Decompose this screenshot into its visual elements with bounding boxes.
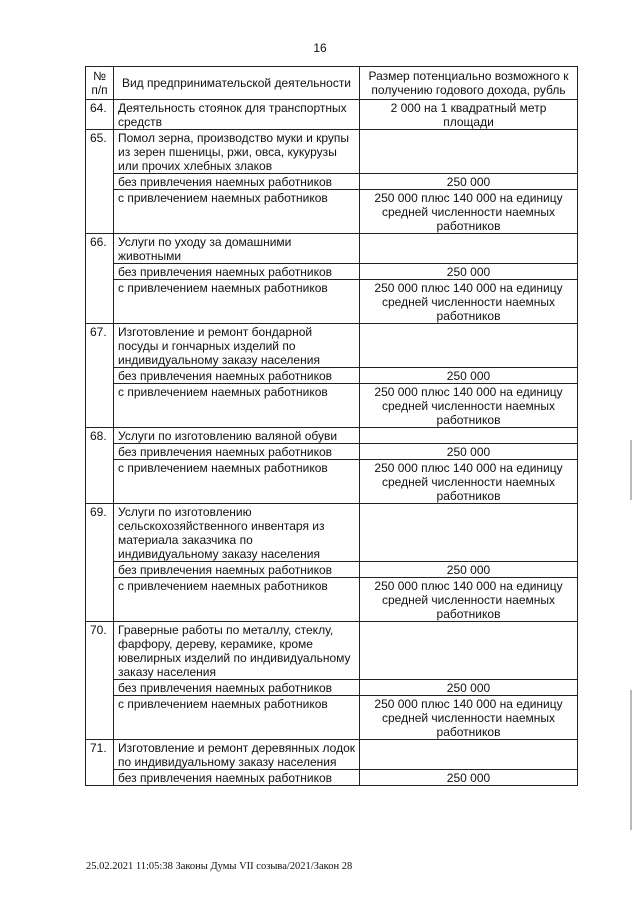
page-number: 16 — [313, 41, 327, 55]
activity-cell: Изготовление и ремонт деревянных лодок по индивидуальному заказу населения — [114, 740, 360, 770]
table-row — [86, 324, 578, 368]
employment-condition-cell: без привлечения наемных работников — [114, 368, 360, 384]
income-value-cell: 2 000 на 1 квадратный метр площади — [360, 100, 578, 130]
table-row — [86, 428, 578, 444]
table-subrow — [86, 680, 578, 696]
row-number: 69. — [86, 504, 114, 622]
header-num: № п/п — [86, 67, 114, 100]
income-value-cell: 250 000 — [360, 680, 578, 696]
income-value-cell: 250 000 плюс 140 000 на единицу средней численности наемных работников — [360, 578, 578, 622]
income-value-cell: 250 000 плюс 140 000 на единицу средней численности наемных работников — [360, 384, 578, 428]
table-subrow — [86, 770, 578, 786]
activity-cell: Граверные работы по металлу, стеклу, фарфору, дереву, керамике, кроме ювелирных изделий по индивидуальному заказу населения — [114, 622, 360, 680]
table-row — [86, 740, 578, 770]
income-value-cell: 250 000 — [360, 264, 578, 280]
activity-cell: Помол зерна, производство муки и крупы из зерен пшеницы, ржи, овса, кукурузы или прочих хлебных злаков — [114, 130, 360, 174]
employment-condition-cell: с привлечением наемных работников — [114, 460, 360, 504]
header-income: Размер потенциально возможного к получению годового дохода, рубль — [360, 67, 578, 100]
header-activity: Вид предпринимательской деятельности — [114, 67, 360, 100]
table-row — [86, 130, 578, 174]
income-value-cell — [360, 622, 578, 680]
table-subrow — [86, 562, 578, 578]
table-row — [86, 504, 578, 562]
income-value-cell: 250 000 — [360, 368, 578, 384]
activity-cell: Услуги по уходу за домашними животными — [114, 234, 360, 264]
table-subrow — [86, 384, 578, 428]
table-header-row — [86, 67, 578, 100]
income-table — [85, 66, 578, 786]
income-value-cell — [360, 428, 578, 444]
table-subrow — [86, 174, 578, 190]
table-row — [86, 100, 578, 130]
income-value-cell: 250 000 — [360, 770, 578, 786]
income-value-cell: 250 000 — [360, 562, 578, 578]
employment-condition-cell: с привлечением наемных работников — [114, 384, 360, 428]
row-number: 64. — [86, 100, 114, 130]
footer-stamp: 25.02.2021 11:05:38 Законы Думы VII созыва/2021/Закон 28 — [86, 861, 353, 872]
row-number: 66. — [86, 234, 114, 324]
income-value-cell — [360, 324, 578, 368]
table-row — [86, 234, 578, 264]
employment-condition-cell: без привлечения наемных работников — [114, 174, 360, 190]
employment-condition-cell: с привлечением наемных работников — [114, 578, 360, 622]
employment-condition-cell: без привлечения наемных работников — [114, 680, 360, 696]
employment-condition-cell: без привлечения наемных работников — [114, 264, 360, 280]
income-value-cell — [360, 234, 578, 264]
employment-condition-cell: с привлечением наемных работников — [114, 280, 360, 324]
activity-cell: Деятельность стоянок для транспортных средств — [114, 100, 360, 130]
employment-condition-cell: с привлечением наемных работников — [114, 696, 360, 740]
table-subrow — [86, 696, 578, 740]
table-body — [86, 100, 578, 786]
activity-cell: Услуги по изготовлению валяной обуви — [114, 428, 360, 444]
table-subrow — [86, 460, 578, 504]
income-value-cell: 250 000 плюс 140 000 на единицу средней численности наемных работников — [360, 190, 578, 234]
income-value-cell — [360, 740, 578, 770]
income-value-cell: 250 000 — [360, 174, 578, 190]
row-number: 68. — [86, 428, 114, 504]
scan-edge-mark — [630, 440, 632, 500]
income-value-cell — [360, 130, 578, 174]
table-subrow — [86, 368, 578, 384]
income-value-cell: 250 000 плюс 140 000 на единицу средней численности наемных работников — [360, 460, 578, 504]
table-subrow — [86, 264, 578, 280]
row-number: 65. — [86, 130, 114, 234]
table-row — [86, 622, 578, 680]
row-number: 67. — [86, 324, 114, 428]
table-subrow — [86, 578, 578, 622]
income-value-cell: 250 000 плюс 140 000 на единицу средней численности наемных работников — [360, 696, 578, 740]
income-value-cell — [360, 504, 578, 562]
table-subrow — [86, 280, 578, 324]
employment-condition-cell: без привлечения наемных работников — [114, 562, 360, 578]
row-number: 70. — [86, 622, 114, 740]
activity-cell: Услуги по изготовлению сельскохозяйственного инвентаря из материала заказчика по индивидуальному заказу населения — [114, 504, 360, 562]
employment-condition-cell: без привлечения наемных работников — [114, 770, 360, 786]
row-number: 71. — [86, 740, 114, 786]
table-subrow — [86, 190, 578, 234]
income-value-cell: 250 000 плюс 140 000 на единицу средней численности наемных работников — [360, 280, 578, 324]
activity-cell: Изготовление и ремонт бондарной посуды и гончарных изделий по индивидуальному заказу населения — [114, 324, 360, 368]
employment-condition-cell: с привлечением наемных работников — [114, 190, 360, 234]
employment-condition-cell: без привлечения наемных работников — [114, 444, 360, 460]
income-value-cell: 250 000 — [360, 444, 578, 460]
scan-edge-mark — [630, 690, 632, 830]
table-subrow — [86, 444, 578, 460]
